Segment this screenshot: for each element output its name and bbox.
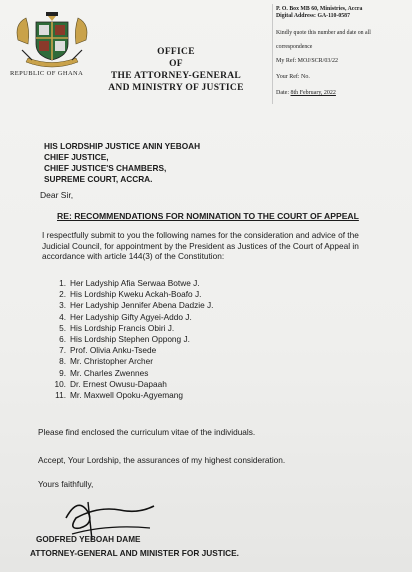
list-item xyxy=(52,289,213,300)
list-number: 1. xyxy=(59,278,66,288)
list-item xyxy=(52,300,213,311)
list-number: 4. xyxy=(59,311,66,322)
recipient-line: CHIEF JUSTICE, xyxy=(44,152,109,162)
quote-instruction: Kindly quote this number and date on all correspondence xyxy=(276,30,371,50)
list-number: 7. xyxy=(59,345,66,356)
office-line: AND MINISTRY OF JUSTICE xyxy=(108,83,244,93)
nominee-name: His Lordship Francis Obiri J. xyxy=(70,322,175,333)
signatory-title: ATTORNEY-GENERAL AND MINISTER FOR JUSTICE. xyxy=(30,548,239,558)
list-item xyxy=(52,312,213,323)
digital-address: Digital Address: GA-110-0587 xyxy=(276,13,350,19)
closing-paragraph: Accept, Your Lordship, the assurances of my highest consideration. xyxy=(38,455,286,465)
nominee-name: Her Ladyship Jennifer Abena Dadzie J. xyxy=(70,300,214,311)
list-item xyxy=(52,323,213,334)
signatory-name: GODFRED YEBOAH DAME xyxy=(36,535,141,544)
office-line: THE ATTORNEY-GENERAL xyxy=(110,71,242,81)
list-item xyxy=(52,356,213,367)
list-item xyxy=(52,334,213,345)
list-item xyxy=(52,379,213,390)
address-line: P. O. Box MB 60, Ministries, Accra xyxy=(276,6,363,12)
list-item xyxy=(52,368,213,379)
nominee-name: His Lordship Stephen Oppong J. xyxy=(70,334,190,345)
recipient-line: CHIEF JUSTICE'S CHAMBERS, xyxy=(44,163,167,173)
recipient-line: HIS LORDSHIP JUSTICE ANIN YEBOAH xyxy=(44,141,201,151)
list-number: 2. xyxy=(59,289,66,300)
list-number: 8. xyxy=(59,356,66,367)
date-label: Date: xyxy=(276,90,289,96)
office-title xyxy=(106,46,246,94)
letter-date xyxy=(276,90,336,96)
letterhead-divider xyxy=(272,4,273,104)
nominee-name: Dr. Ernest Owusu-Dapaah xyxy=(70,378,167,389)
salutation: Dear Sir, xyxy=(40,190,74,200)
nominee-name: Prof. Olivia Anku-Tsede xyxy=(70,345,157,356)
list-number: 10. xyxy=(54,378,66,389)
list-number: 11. xyxy=(55,390,66,401)
my-ref: My Ref: MOJ/SCR/03/22 xyxy=(276,58,339,64)
list-number: 5. xyxy=(59,322,66,333)
nominee-name: Her Ladyship Gifty Agyei-Addo J. xyxy=(70,311,192,322)
ghana-coat-of-arms-icon xyxy=(12,10,92,72)
nominee-name: Mr. Maxwell Opoku-Agyemang xyxy=(70,390,183,401)
nominee-list xyxy=(52,278,213,401)
list-number: 3. xyxy=(59,300,66,311)
enclosure-paragraph: Please find enclosed the curriculum vitae of the individuals. xyxy=(38,427,256,437)
nominee-name: His Lordship Kweku Ackah-Boafo J. xyxy=(70,289,202,300)
office-line: OF xyxy=(169,59,183,69)
list-item xyxy=(52,278,213,289)
nominee-name: Mr. Christopher Archer xyxy=(70,356,153,367)
list-number: 9. xyxy=(59,367,66,378)
office-line: OFFICE xyxy=(157,47,195,57)
recipient-line: SUPREME COURT, ACCRA. xyxy=(44,174,153,184)
list-item xyxy=(52,390,213,401)
nominee-name: Mr. Charles Zwennes xyxy=(70,367,149,378)
sign-off: Yours faithfully, xyxy=(38,479,94,489)
nominee-name: Her Ladyship Afia Serwaa Botwe J. xyxy=(70,278,200,288)
list-item xyxy=(52,345,213,356)
postal-address xyxy=(276,6,362,20)
your-ref: Your Ref: No. xyxy=(276,74,310,80)
recipient-address xyxy=(44,141,200,185)
country-label: REPUBLIC OF GHANA xyxy=(10,70,84,77)
subject-line: RE: RECOMMENDATIONS FOR NOMINATION TO THE COURT OF APPEAL xyxy=(57,211,359,221)
date-value: 8th February, 2022 xyxy=(290,90,336,96)
intro-paragraph: I respectfully submit to you the following names for the consideration and advice of the Judicial Council, for appointment by the President as Justices of the Court of Appeal in accordance with article 144(3) of the Constitution: xyxy=(42,230,359,262)
list-number: 6. xyxy=(59,334,66,345)
